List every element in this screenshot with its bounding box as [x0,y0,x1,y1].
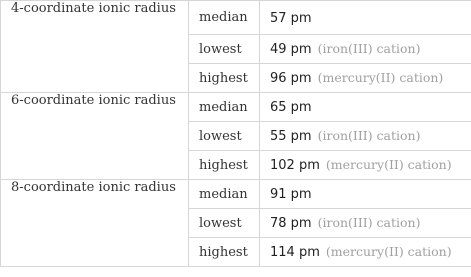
radius-value: 91 pm [270,187,312,202]
stat-label: lowest [189,122,260,151]
value-cell [260,64,471,93]
radius-value: 96 pm [270,71,312,86]
element-note: (iron(III) cation) [317,41,421,56]
value-cell [260,35,471,64]
stat-label: highest [189,238,260,267]
group-label: 4-coordinate ionic radius [1,1,189,93]
element-note: (iron(III) cation) [317,128,421,143]
radius-value: 102 pm [270,158,320,173]
group-label: 8-coordinate ionic radius [1,180,189,267]
stat-label: median [189,93,260,122]
stat-label: highest [189,64,260,93]
radius-value: 78 pm [270,216,312,231]
table-row [1,1,471,35]
table-row [1,93,471,122]
stat-label: highest [189,151,260,180]
stat-label: lowest [189,209,260,238]
stat-label: lowest [189,35,260,64]
value-cell [260,180,471,209]
value-cell [260,122,471,151]
value-cell [260,209,471,238]
element-note: (mercury(II) cation) [317,70,444,85]
radius-value: 65 pm [270,100,312,115]
element-note: (iron(III) cation) [317,215,421,230]
value-cell [260,238,471,267]
radius-value: 55 pm [270,129,312,144]
stat-label: median [189,180,260,209]
stat-label: median [189,1,260,35]
radius-value: 114 pm [270,245,320,260]
radius-value: 49 pm [270,42,312,57]
element-note: (mercury(II) cation) [325,157,452,172]
element-note: (mercury(II) cation) [325,244,452,259]
group-label: 6-coordinate ionic radius [1,93,189,180]
radius-value: 57 pm [270,10,312,26]
table-row [1,180,471,209]
value-cell [260,1,471,35]
value-cell [260,93,471,122]
value-cell [260,151,471,180]
